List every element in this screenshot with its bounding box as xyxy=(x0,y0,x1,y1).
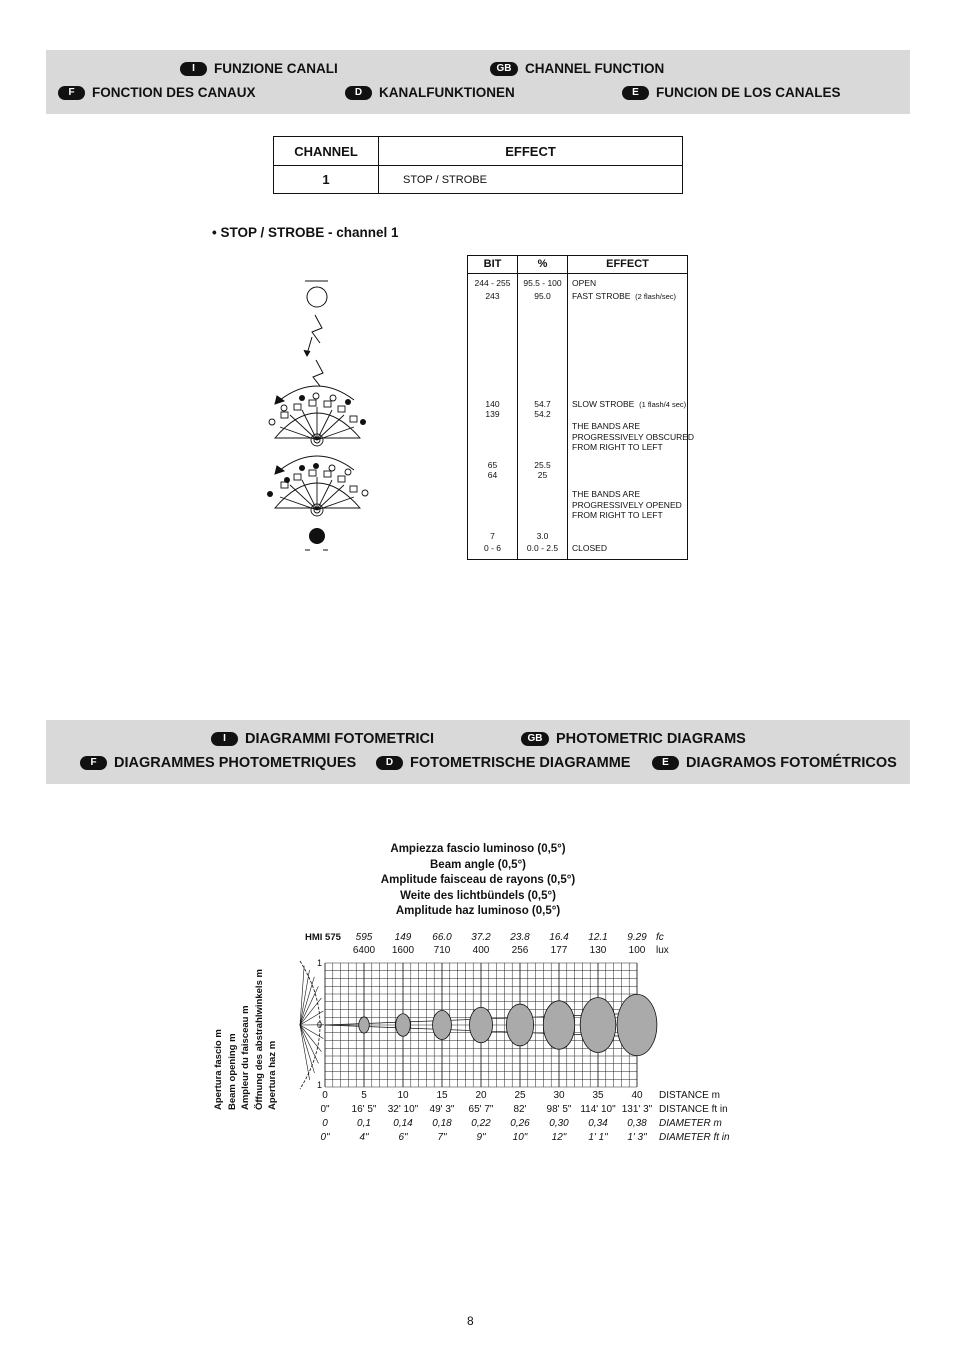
fc-values-value: 66.0 xyxy=(432,932,452,943)
y-label: Beam opening m xyxy=(226,1033,238,1110)
percent-value: 54.2 xyxy=(534,409,551,419)
y-tick: 0 xyxy=(317,1020,323,1030)
heading-label: FONCTION DES CANAUX xyxy=(92,85,256,100)
title-line: Weite des lichtbündels (0,5°) xyxy=(400,889,556,902)
beam-spot-1 xyxy=(359,1017,369,1033)
percent-header: % xyxy=(518,256,567,274)
diameter-m-value: 0,26 xyxy=(510,1118,530,1129)
heading-gb xyxy=(490,61,664,76)
distance-ft-value: 49' 3" xyxy=(429,1104,455,1115)
diameter-ft-value: 4" xyxy=(359,1132,369,1143)
shutter-wheel-icon xyxy=(275,465,368,516)
beam-spot-2 xyxy=(396,1014,411,1037)
lux-values-value: 400 xyxy=(472,945,490,956)
photometric-header xyxy=(46,720,910,784)
lux-values-value: 256 xyxy=(511,945,529,956)
title-line: Ampiezza fascio luminoso (0,5°) xyxy=(390,843,566,855)
lux-values-value: 1600 xyxy=(391,945,415,956)
distance-m-value: 5 xyxy=(361,1090,367,1101)
lang-badge-es: E xyxy=(622,86,649,100)
diameter-m-value: 0,18 xyxy=(432,1118,452,1129)
bit-table xyxy=(467,255,695,560)
bit-header: BIT xyxy=(468,256,517,274)
closed-circle-icon xyxy=(309,528,325,544)
beam-angle-title xyxy=(330,842,626,920)
bit-value: 244 - 255 xyxy=(474,278,511,288)
lang-badge-gb: GB xyxy=(490,62,518,76)
strobe-illustration xyxy=(260,270,380,560)
y-label: Ampleur du faisceau m xyxy=(240,1005,251,1110)
heading-label: CHANNEL FUNCTION xyxy=(525,61,665,76)
percent-value: 95.5 - 100 xyxy=(523,278,562,288)
channel-table xyxy=(273,136,683,194)
fc-values-value: 595 xyxy=(355,932,373,943)
lux-unit: lux xyxy=(656,945,669,956)
fc-unit: fc xyxy=(656,932,664,943)
diameter-ft-value: 0" xyxy=(320,1132,330,1143)
heading-es xyxy=(622,85,841,100)
percent-value: 95.0 xyxy=(534,291,551,301)
heading-fr xyxy=(58,85,256,100)
bit-value: 139 xyxy=(485,409,500,419)
diameter-ft-value: 6" xyxy=(398,1132,408,1143)
y-tick: 1 xyxy=(317,1080,323,1090)
percent-value: 3.0 xyxy=(536,531,549,541)
heading-label: DIAGRAMMI FOTOMETRICI xyxy=(245,731,435,747)
channel-effect: STOP / STROBE xyxy=(379,166,683,194)
heading-label: DIAGRAMMES PHOTOMETRIQUES xyxy=(114,755,357,771)
fc-values-value: 16.4 xyxy=(549,932,569,943)
diameter-m-value: 0,22 xyxy=(471,1118,491,1129)
effect-value: SLOW STROBE (1 flash/4 sec) xyxy=(572,399,687,409)
lang-badge-de: D xyxy=(376,756,403,770)
heading-gb xyxy=(521,731,746,747)
distance-ft-value: 82' xyxy=(513,1104,527,1115)
lang-badge-fr: F xyxy=(80,756,107,770)
fc-values-value: 12.1 xyxy=(588,932,608,943)
beam-spot-5 xyxy=(506,1004,533,1046)
lux-values-value: 6400 xyxy=(352,945,376,956)
lux-values-value: 177 xyxy=(550,945,568,956)
effect-value: THE BANDS ARE PROGRESSIVELY OPENED FROM RIGHT TO LEFT xyxy=(572,489,682,520)
bit-value: 65 xyxy=(487,460,498,470)
heading-es xyxy=(652,755,897,771)
distance-m-value: 40 xyxy=(631,1090,643,1101)
heading-label: KANALFUNKTIONEN xyxy=(379,85,515,100)
heading-fr xyxy=(80,755,356,771)
fc-values-value: 37.2 xyxy=(471,932,491,943)
effect-value: CLOSED xyxy=(572,543,607,553)
channel-number: 1 xyxy=(274,166,379,194)
bit-value: 64 xyxy=(487,470,498,480)
diameter-ft-value: 10" xyxy=(512,1132,528,1143)
distance-m-value: 25 xyxy=(514,1090,526,1101)
diameter-m-label: DIAMETER m xyxy=(659,1118,722,1129)
lightning-icon xyxy=(312,315,322,343)
diameter-m-value: 0,34 xyxy=(588,1118,608,1129)
heading-it xyxy=(180,61,338,76)
beam-spot-6 xyxy=(543,1001,574,1049)
distance-m-value: 30 xyxy=(553,1090,565,1101)
distance-m-value: 0 xyxy=(322,1090,328,1101)
bit-value: 243 xyxy=(485,291,500,301)
page-number: 8 xyxy=(467,1314,474,1328)
distance-ft-value: 0" xyxy=(320,1104,330,1115)
lang-badge-it: I xyxy=(180,62,207,76)
fc-values-value: 23.8 xyxy=(510,932,530,943)
diameter-ft-value: 1' 3" xyxy=(627,1132,647,1143)
distance-m-value: 15 xyxy=(436,1090,448,1101)
percent-value: 54.7 xyxy=(534,399,551,409)
diameter-ft-value: 7" xyxy=(437,1132,447,1143)
distance-ft-value: 65' 7" xyxy=(468,1104,494,1115)
diameter-m-value: 0,1 xyxy=(357,1118,371,1129)
effect-value: FAST STROBE (2 flash/sec) xyxy=(572,291,677,301)
distance-m-value: 35 xyxy=(592,1090,604,1101)
distance-m-value: 10 xyxy=(397,1090,409,1101)
section-subtitle: • STOP / STROBE - channel 1 xyxy=(212,225,399,240)
lang-badge-it: I xyxy=(211,732,238,746)
effect-value: THE BANDS ARE PROGRESSIVELY OBSCURED FROM RIGHT TO LEFT xyxy=(572,421,695,452)
lang-badge-es: E xyxy=(652,756,679,770)
y-axis-labels xyxy=(212,969,280,1110)
effect-value: OPEN xyxy=(572,278,597,288)
percent-value: 25 xyxy=(537,470,548,480)
effect-header: EFFECT xyxy=(568,256,687,274)
lang-badge-gb: GB xyxy=(521,732,549,746)
lang-badge-fr: F xyxy=(58,86,85,100)
channel-header: CHANNEL xyxy=(274,137,379,166)
lux-values-value: 100 xyxy=(628,945,646,956)
open-circle-icon xyxy=(307,287,327,307)
diameter-m-value: 0,14 xyxy=(393,1118,413,1129)
beam-spot-3 xyxy=(433,1010,452,1039)
percent-value: 0.0 - 2.5 xyxy=(526,543,559,553)
channel-function-header xyxy=(46,50,910,114)
diameter-ft-value: 9" xyxy=(476,1132,486,1143)
heading-label: FUNCION DE LOS CANALES xyxy=(656,85,841,100)
fc-values-value: 9.29 xyxy=(627,932,647,943)
heading-label: FOTOMETRISCHE DIAGRAMME xyxy=(410,755,631,771)
distance-ft-label: DISTANCE ft in xyxy=(659,1104,728,1115)
distance-ft-value: 98' 5" xyxy=(546,1104,572,1115)
heading-de xyxy=(376,755,630,771)
y-tick: 1 xyxy=(317,958,323,968)
fc-values-value: 149 xyxy=(394,932,412,943)
diameter-m-value: 0 xyxy=(322,1118,328,1129)
y-label: Apertura haz m xyxy=(267,1040,278,1110)
distance-m-label: DISTANCE m xyxy=(659,1090,720,1101)
heading-de xyxy=(345,85,515,100)
distance-ft-value: 114' 10" xyxy=(580,1104,616,1115)
heading-label: DIAGRAMOS FOTOMÉTRICOS xyxy=(686,755,897,771)
distance-ft-value: 16' 5" xyxy=(351,1104,377,1115)
bit-value: 140 xyxy=(485,399,500,409)
bit-value: 7 xyxy=(490,531,495,541)
diameter-ft-value: 1' 1" xyxy=(588,1132,608,1143)
beam-spot-7 xyxy=(580,998,616,1053)
photometric-chart xyxy=(280,955,660,1090)
distance-m-value: 20 xyxy=(475,1090,487,1101)
lightning-icon xyxy=(313,360,323,386)
title-line: Amplitude haz luminoso (0,5°) xyxy=(395,905,561,917)
percent-value: 25.5 xyxy=(534,460,551,470)
table-row xyxy=(274,166,683,194)
lang-badge-de: D xyxy=(345,86,372,100)
y-label: Öffnung des abstrahlwinkels m xyxy=(253,969,265,1110)
heading-label: PHOTOMETRIC DIAGRAMS xyxy=(556,731,746,747)
effect-header: EFFECT xyxy=(379,137,683,166)
beam-spot-8 xyxy=(617,994,657,1055)
y-label: Apertura fascio m xyxy=(213,1029,224,1110)
diameter-ft-label: DIAMETER ft in xyxy=(659,1132,730,1143)
diameter-ft-value: 12" xyxy=(551,1132,567,1143)
bit-value: 0 - 6 xyxy=(483,543,501,553)
beam-spot-4 xyxy=(469,1007,492,1042)
distance-ft-value: 131' 3" xyxy=(621,1104,653,1115)
lux-values-value: 130 xyxy=(589,945,607,956)
diameter-m-value: 0,30 xyxy=(549,1118,569,1129)
heading-label: FUNZIONE CANALI xyxy=(214,61,338,76)
lux-values-value: 710 xyxy=(433,945,451,956)
lamp-label: HMI 575 xyxy=(305,932,341,943)
title-line: Beam angle (0,5°) xyxy=(430,858,526,871)
distance-ft-value: 32' 10" xyxy=(387,1104,419,1115)
title-line: Amplitude faisceau de rayons (0,5°) xyxy=(380,874,576,886)
heading-it xyxy=(211,731,434,747)
diameter-m-value: 0,38 xyxy=(627,1118,647,1129)
